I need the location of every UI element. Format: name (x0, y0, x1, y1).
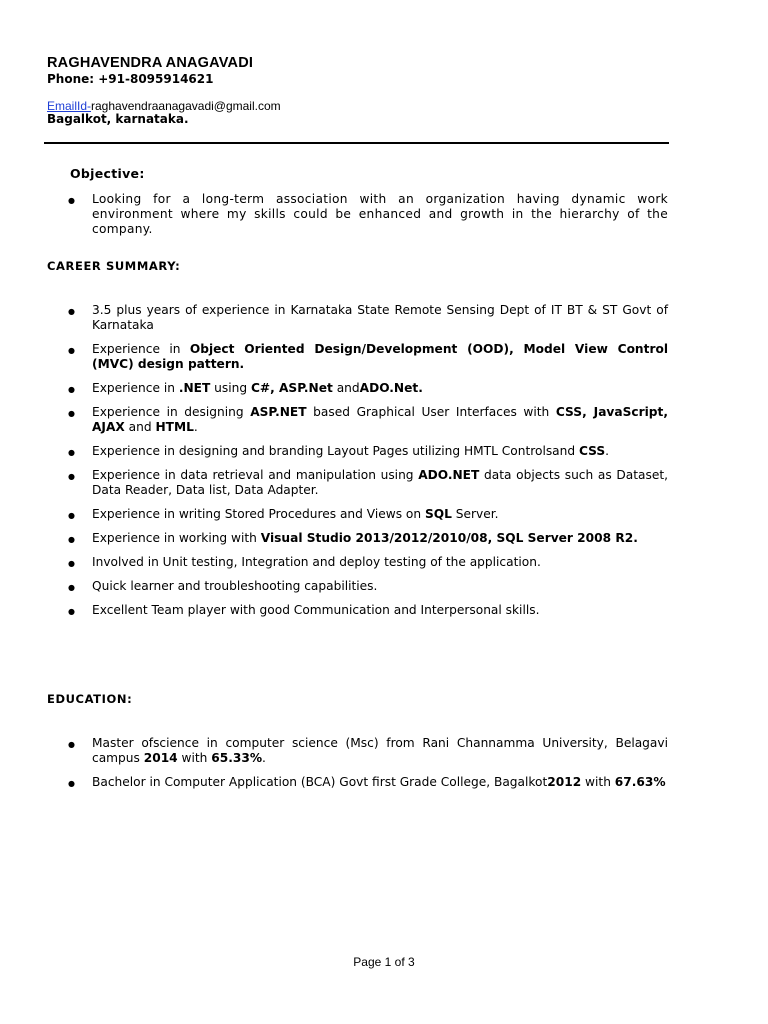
item-text: . (605, 444, 610, 458)
item-text: based Graphical User Interfaces with (306, 405, 556, 419)
career-summary-item (68, 555, 668, 570)
career-summary-item (68, 405, 668, 435)
item-text: . (262, 751, 266, 765)
career-summary-item (68, 603, 668, 618)
item-text: with (177, 751, 212, 765)
address: Bagalkot, karnataka. (47, 112, 189, 126)
bold-text: CSS, JavaScript, AJAX (92, 405, 668, 434)
item-text: and (124, 420, 156, 434)
education-heading: EDUCATION: (47, 692, 133, 706)
bold-text: HTML (155, 420, 194, 434)
item-text: Bachelor in Computer Application (BCA) Govt first Grade College, Bagalkot (92, 775, 548, 789)
phone-number: Phone: +91-8095914621 (47, 72, 214, 86)
objective-heading: Objective: (70, 166, 145, 181)
career-summary-item (68, 381, 668, 396)
item-text: and (332, 381, 360, 395)
email-address: raghavendraanagavadi@gmail.com (91, 99, 281, 113)
objective-list (68, 192, 668, 237)
career-summary-item (68, 531, 668, 546)
item-text: Experience in designing and branding Layout Pages utilizing HMTL Controlsand (92, 444, 579, 458)
bold-text: SQL (424, 507, 452, 521)
career-summary-item (68, 579, 668, 594)
bold-text: 67.63% (614, 775, 666, 789)
page-number: Page 1 of 3 (353, 955, 415, 969)
item-text: 3.5 plus years of experience in Karnataka State Remote Sensing Dept of IT BT & ST Govt of Karnataka (92, 303, 668, 332)
item-text: with (581, 775, 615, 789)
bold-text: Object Oriented Design/Development (OOD), Model View Control (MVC) design pattern. (92, 342, 668, 371)
item-text: Master ofscience in computer science (Msc) from Rani Channamma University, Belagavi campus (92, 736, 668, 765)
career-summary-item (68, 468, 668, 498)
career-summary-item (68, 444, 668, 459)
header-divider (44, 142, 669, 144)
bold-text: Visual Studio 2013/2012/2010/08, SQL Server 2008 R2. (260, 531, 638, 545)
bold-text: 2012 (547, 775, 582, 789)
item-text: Experience in working with (92, 531, 261, 545)
career-summary-list (68, 303, 668, 627)
item-text: Experience in (92, 342, 190, 356)
education-list (68, 736, 668, 799)
career-summary-item (68, 342, 668, 372)
email-line (47, 99, 281, 113)
item-text: using (210, 381, 251, 395)
item-text: Excellent Team player with good Communication and Interpersonal skills. (92, 603, 540, 617)
career-summary-heading: CAREER SUMMARY: (47, 259, 181, 273)
item-text: Experience in writing Stored Procedures and Views on (92, 507, 425, 521)
career-summary-item (68, 303, 668, 333)
bold-text: ADO.Net. (359, 381, 423, 395)
item-text: . (193, 420, 198, 434)
education-item (68, 775, 668, 790)
objective-item: ● Looking for a long-term association with an organization having dynamic work environment where my skills could be enhanced and growth in the hierarchy of the company. (68, 192, 668, 237)
item-text: Involved in Unit testing, Integration and deploy testing of the application. (92, 555, 541, 569)
education-item (68, 736, 668, 766)
bold-text: C#, ASP.Net (250, 381, 333, 395)
item-text: Experience in data retrieval and manipulation using (92, 468, 419, 482)
candidate-name: RAGHAVENDRA ANAGAVADI (47, 55, 254, 71)
bold-text: .NET (178, 381, 211, 395)
bold-text: 2014 (143, 751, 178, 765)
career-summary-item (68, 507, 668, 522)
item-text: data objects such as Dataset, Data Reader, Data list, Data Adapter. (92, 468, 668, 497)
bold-text: ADO.NET (418, 468, 480, 482)
item-text: Experience in (92, 381, 179, 395)
item-text: Experience in designing (92, 405, 251, 419)
email-label-link[interactable]: EmailId- (47, 99, 92, 113)
bold-text: ASP.NET (250, 405, 307, 419)
item-text: Quick learner and troubleshooting capabilities. (92, 579, 378, 593)
bold-text: 65.33% (211, 751, 263, 765)
item-text: Server. (451, 507, 499, 521)
bold-text: CSS (578, 444, 606, 458)
